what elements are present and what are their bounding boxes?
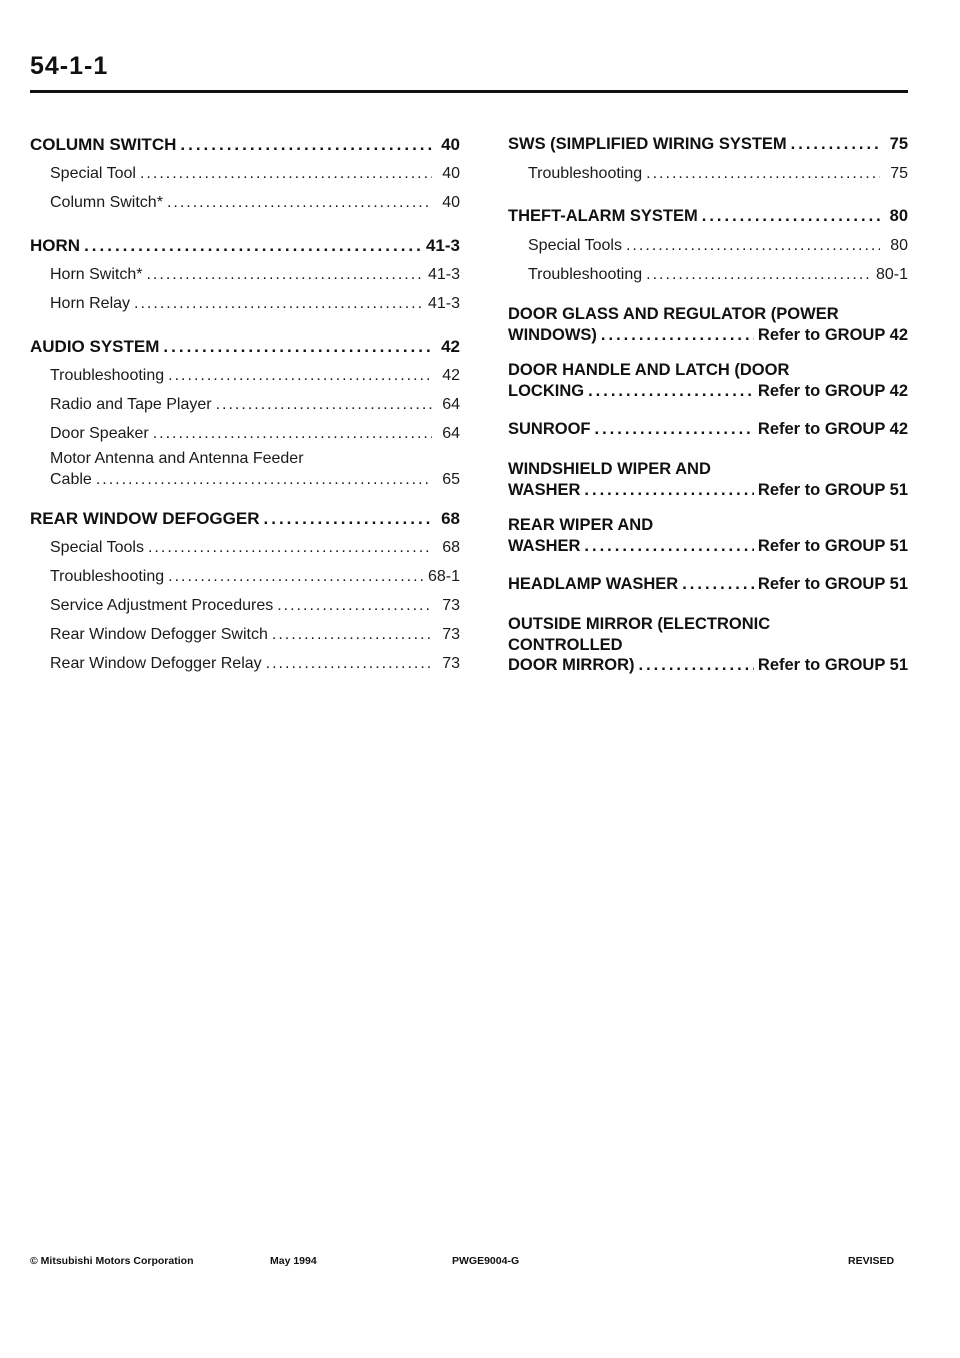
toc-section-headlamp-washer[interactable]: HEADLAMP WASHER ..... Refer to GROUP 51 — [508, 570, 908, 599]
toc-section-theft-alarm — [508, 202, 908, 289]
page-ref: 73 — [442, 626, 460, 643]
dot-leader — [266, 649, 432, 678]
toc-item[interactable]: Special Tools ..... 80 — [508, 231, 908, 260]
toc-heading[interactable]: COLUMN SWITCH ..... 40 — [30, 130, 460, 159]
footer-doc-code: PWGE9004-G — [452, 1255, 520, 1267]
dot-leader — [791, 130, 880, 159]
dot-leader — [588, 381, 754, 401]
page-ref: 75 — [889, 135, 908, 153]
toc-section-sws — [508, 130, 908, 188]
toc-heading[interactable]: AUDIO SYSTEM ..... 42 — [30, 332, 460, 361]
toc-item[interactable]: Special Tool ..... 40 — [30, 159, 460, 188]
toc-heading[interactable]: HORN ..... 41-3 — [30, 231, 460, 260]
dot-leader — [180, 130, 432, 159]
dot-leader — [595, 415, 754, 444]
dot-leader — [584, 536, 754, 556]
toc-section-column-switch — [30, 130, 460, 217]
footer-date: May 1994 — [270, 1255, 317, 1267]
page-ref: 41-3 — [425, 236, 460, 255]
page-ref: 65 — [442, 471, 460, 488]
toc-item-multiline[interactable] — [30, 448, 460, 490]
page-ref: 68 — [442, 539, 460, 556]
page-ref: 40 — [442, 194, 460, 211]
toc-item[interactable]: Door Speaker ..... 64 — [30, 419, 460, 448]
page-ref: 40 — [442, 165, 460, 182]
page-ref: 64 — [442, 396, 460, 413]
toc-section-rear-wiper[interactable]: REAR WIPER AND WASHER ..... Refer to GROUP 51 — [508, 514, 908, 556]
dot-leader — [146, 260, 423, 289]
toc-left-column — [30, 130, 460, 678]
page-ref: 75 — [890, 165, 908, 182]
group-ref: Refer to GROUP 42 — [757, 382, 908, 400]
toc-section-outside-mirror[interactable]: OUTSIDE MIRROR (ELECTRONIC CONTROLLED DOOR MIRROR) ..... Refer to GROUP 51 — [508, 613, 908, 675]
toc-section-horn — [30, 231, 460, 318]
page-ref: 68 — [441, 509, 460, 528]
dot-leader — [153, 419, 432, 448]
dot-leader — [702, 202, 880, 231]
group-ref: Refer to GROUP 51 — [757, 537, 908, 555]
dot-leader — [163, 332, 432, 361]
toc-section-rear-window-defogger — [30, 504, 460, 678]
header-rule — [30, 90, 908, 93]
dot-leader — [168, 361, 432, 390]
toc-heading[interactable]: SWS (SIMPLIFIED WIRING SYSTEM ..... 75 — [508, 130, 908, 159]
footer-copyright: © Mitsubishi Motors Corporation — [30, 1255, 194, 1267]
dot-leader — [96, 470, 432, 490]
toc-item[interactable]: Troubleshooting ..... 80-1 — [508, 260, 908, 289]
toc-item[interactable]: Horn Switch* ..... 41-3 — [30, 260, 460, 289]
footer-status: REVISED — [848, 1255, 895, 1267]
group-ref: Refer to GROUP 42 — [757, 326, 908, 344]
dot-leader — [84, 231, 422, 260]
page-ref: 42 — [442, 367, 460, 384]
toc-section-door-handle[interactable]: DOOR HANDLE AND LATCH (DOOR LOCKING ..... Refer to GROUP 42 — [508, 359, 908, 401]
dot-leader — [140, 159, 432, 188]
dot-leader — [134, 289, 424, 318]
toc-item[interactable]: Special Tools ..... 68 — [30, 533, 460, 562]
toc-item-label-line1: Motor Antenna and Antenna Feeder — [50, 450, 304, 467]
dot-leader — [264, 504, 433, 533]
dot-leader — [601, 325, 754, 345]
toc-item[interactable]: Troubleshooting ..... 68-1 — [30, 562, 460, 591]
toc-item[interactable]: Troubleshooting ..... 42 — [30, 361, 460, 390]
dot-leader — [584, 480, 754, 500]
toc-item[interactable]: Radio and Tape Player ..... 64 — [30, 390, 460, 419]
page-ref: 41-3 — [427, 266, 460, 283]
dot-leader — [646, 159, 880, 188]
dot-leader — [646, 260, 872, 289]
toc-heading[interactable]: REAR WINDOW DEFOGGER ..... 68 — [30, 504, 460, 533]
page-ref: 80-1 — [875, 266, 908, 283]
page-ref: 73 — [442, 597, 460, 614]
toc-section-door-glass[interactable]: DOOR GLASS AND REGULATOR (POWER WINDOWS) ..... Refer to GROUP 42 — [508, 303, 908, 345]
toc-section-audio-system — [30, 332, 460, 490]
page-ref: 64 — [442, 425, 460, 442]
toc-item-last-line: Cable ..... 65 — [50, 470, 460, 490]
dot-leader — [167, 188, 432, 217]
page-ref: 73 — [442, 655, 460, 672]
page-ref: 68-1 — [427, 568, 460, 585]
toc-item[interactable]: Column Switch* ..... 40 — [30, 188, 460, 217]
dot-leader — [639, 655, 754, 675]
toc-section-windshield-wiper[interactable]: WINDSHIELD WIPER AND WASHER ..... Refer to GROUP 51 — [508, 458, 908, 500]
page-ref: 40 — [441, 135, 460, 154]
toc-item[interactable]: Service Adjustment Procedures ..... 73 — [30, 591, 460, 620]
page-ref: 41-3 — [427, 295, 460, 312]
page-ref: 80 — [890, 237, 908, 254]
group-ref: Refer to GROUP 51 — [757, 575, 908, 593]
toc-section-sunroof[interactable]: SUNROOF ..... Refer to GROUP 42 — [508, 415, 908, 444]
group-ref: Refer to GROUP 42 — [757, 420, 908, 438]
page-ref: 80 — [889, 207, 908, 225]
toc-item[interactable]: Horn Relay ..... 41-3 — [30, 289, 460, 318]
dot-leader — [682, 570, 754, 599]
dot-leader — [148, 533, 432, 562]
page-ref: 42 — [441, 337, 460, 356]
dot-leader — [216, 390, 432, 419]
group-ref: Refer to GROUP 51 — [757, 656, 908, 674]
toc-item[interactable]: Troubleshooting ..... 75 — [508, 159, 908, 188]
toc-item[interactable]: Rear Window Defogger Switch ..... 73 — [30, 620, 460, 649]
dot-leader — [277, 591, 432, 620]
group-ref: Refer to GROUP 51 — [757, 481, 908, 499]
dot-leader — [626, 231, 880, 260]
page-number: 54-1-1 — [30, 52, 109, 80]
toc-right-column — [508, 130, 908, 675]
toc-item[interactable]: Rear Window Defogger Relay ..... 73 — [30, 649, 460, 678]
dot-leader — [168, 562, 424, 591]
toc-heading[interactable]: THEFT-ALARM SYSTEM ..... 80 — [508, 202, 908, 231]
dot-leader — [272, 620, 432, 649]
